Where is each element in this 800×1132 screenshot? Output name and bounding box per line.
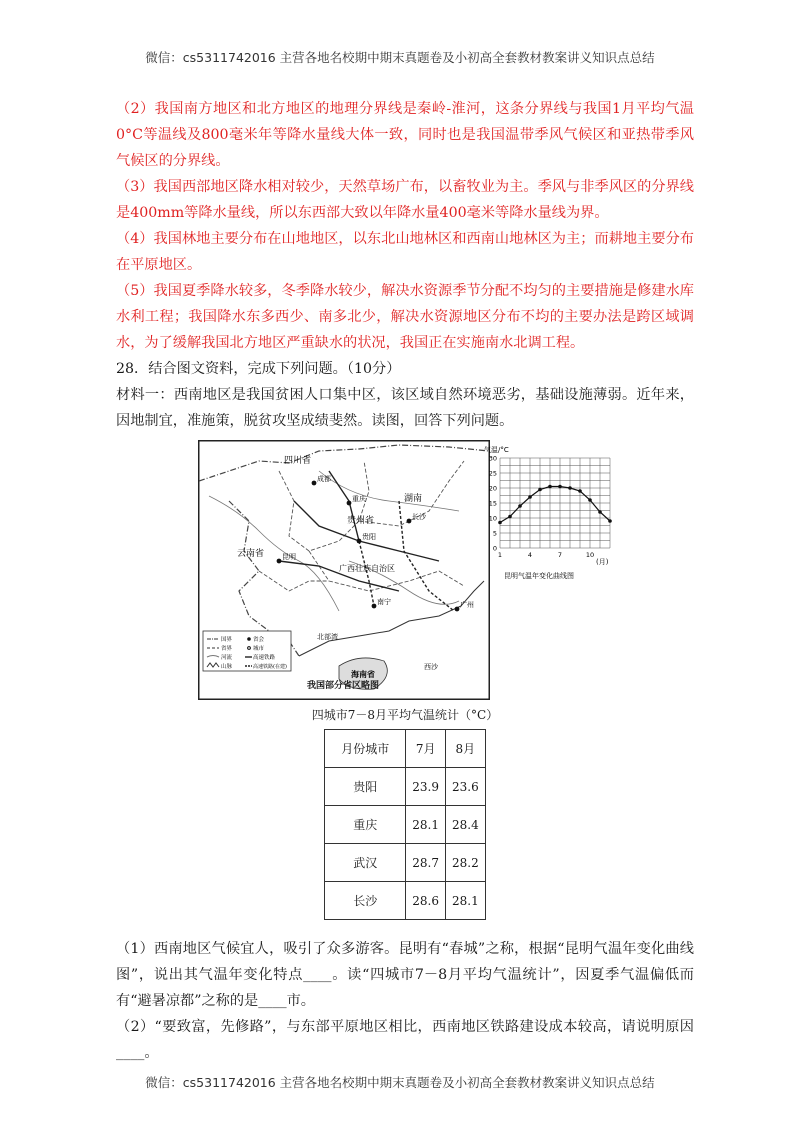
- legend-mountain: 山脉: [221, 664, 233, 670]
- data-point: [588, 498, 592, 502]
- map-label-sichuan: 四川省: [284, 456, 312, 466]
- table-cell: 23.6: [446, 768, 486, 806]
- answer-5: （5）我国夏季降水较多，冬季降水较少，解决水资源季节分配不均匀的主要措施是修建水库水利工程；我国降水东多西少、南多北少，解决水资源地区分布不均的主要办法是跨区域调水，为了缓解我国北方地区严重缺水的状况，我国正在实施南水北调工程。: [116, 283, 694, 351]
- question-title: 28．结合图文资料，完成下列问题。（10分）: [116, 361, 401, 377]
- question-material: 材料一：西南地区是我国贫困人口集中区，该区域自然环境恶劣，基础设施薄弱。近年来，因地制宜，准施策，脱贫攻坚成绩斐然。读图，回答下列问题。: [116, 387, 694, 429]
- data-point: [548, 485, 552, 489]
- data-point: [558, 485, 562, 489]
- table-cell: 28.1: [406, 806, 446, 844]
- y-tick-label: 5: [492, 529, 497, 538]
- table-row: [325, 844, 485, 882]
- map-legend: [203, 631, 291, 671]
- legend-hsr-building: 高速铁路(在建): [253, 664, 287, 670]
- map-label-guiyang: 贵阳: [362, 533, 376, 541]
- data-point: [508, 515, 512, 519]
- legend-province: 省界: [221, 646, 233, 652]
- answer-2: （2）我国南方地区和北方地区的地理分界线是秦岭-淮河，这条分界线与我国1月平均气温0°C等温线及800毫米年等降水量线大体一致，同时也是我国温带季风气候区和亚热带季风气候区的分界线。: [116, 101, 694, 169]
- legend-capital: 省会: [253, 637, 265, 643]
- figures: [116, 440, 694, 702]
- x-tick-label: 10: [585, 551, 595, 559]
- y-tick-label: 0: [492, 544, 497, 553]
- y-tick-label: 15: [488, 499, 497, 508]
- y-tick-label: 10: [488, 514, 497, 523]
- subquestion-1: （1）西南地区气候宜人，吸引了众多游客。昆明有“春城”之称，根据“昆明气温年变化曲线图”，说出其气温年变化特点____。读“四城市7－8月平均气温统计”，因夏季气温偏低而有“避暑凉都”之称的是____市。: [116, 941, 694, 1009]
- map-label-guizhou: 贵州省: [347, 516, 375, 526]
- page-header: 微信：cs5311742016 主营各地名校期中期末真题卷及小初高全套教材教案讲义知识点总结: [145, 50, 655, 65]
- map-label-changsha: 长沙: [412, 513, 426, 521]
- table-row: [325, 768, 485, 806]
- y-tick-label: 30: [488, 454, 497, 463]
- subquestion-2: （2）“要致富，先修路”，与东部平原地区相比，西南地区铁路建设成本较高，请说明原因____。: [116, 1019, 694, 1061]
- table-title: 四城市7－8月平均气温统计（°C）: [311, 708, 499, 722]
- series-line: [500, 487, 610, 523]
- map-label-chongqing: 重庆: [352, 495, 366, 503]
- table-header: 月份城市: [325, 730, 406, 768]
- map-label-nanning: 南宁: [377, 598, 391, 606]
- x-tick-label: 7: [557, 551, 563, 559]
- table-cell-city: 重庆: [325, 806, 406, 844]
- table-cell-city: 武汉: [325, 844, 406, 882]
- legend-river: 河流: [221, 655, 233, 661]
- data-point: [608, 519, 612, 523]
- map-label-xisha: 西沙: [424, 663, 438, 671]
- table-row: [325, 882, 485, 920]
- climo-title: 昆明气温年变化曲线图: [504, 572, 574, 580]
- table-cell: 28.2: [446, 844, 486, 882]
- province-map: [198, 440, 490, 700]
- page-footer: 微信：cs5311742016 主营各地名校期中期末真题卷及小初高全套教材教案讲义知识点总结: [145, 1075, 655, 1090]
- map-label-chengdu: 成都: [317, 475, 331, 483]
- climo-xunit: (月): [596, 558, 609, 566]
- data-point: [578, 489, 582, 493]
- y-tick-label: 20: [488, 484, 497, 493]
- climo-ylabel: 气温/°C: [484, 446, 509, 454]
- table-header: 8月: [446, 730, 486, 768]
- data-point: [568, 486, 572, 490]
- answer-3: （3）我国西部地区降水相对较少，天然草场广布，以畜牧业为主。季风与非季风区的分界线是400mm等降水量线，所以东西部大致以年降水量400毫米等降水量线为界。: [116, 179, 694, 221]
- map-label-kunming: 昆明: [282, 553, 296, 561]
- x-tick-label: 4: [527, 551, 533, 559]
- map-label-hunan: 湖南: [404, 494, 423, 504]
- table-cell: 23.9: [406, 768, 446, 806]
- map-title: 我国部分省区略图: [306, 681, 379, 691]
- table-cell: 28.6: [406, 882, 446, 920]
- data-point: [598, 510, 602, 514]
- legend-city: 城市: [253, 646, 265, 652]
- table-row: [325, 806, 485, 844]
- table-header: 7月: [406, 730, 446, 768]
- map-label-hainan: 海南省: [351, 670, 375, 679]
- map-label-guangxi: 广西壮族自治区: [339, 564, 395, 573]
- legend-border: 国界: [221, 637, 233, 643]
- map-label-beibuwan: 北部湾: [317, 633, 338, 641]
- temperature-table: [324, 729, 485, 920]
- data-point: [528, 495, 532, 499]
- page-content: [116, 96, 694, 1066]
- table-cell: 28.4: [446, 806, 486, 844]
- answer-4: （4）我国林地主要分布在山地地区，以东北山地林区和西南山地林区为主；而耕地主要分布在平原地区。: [116, 231, 694, 273]
- table-header-row: [325, 730, 485, 768]
- table-cell: 28.1: [446, 882, 486, 920]
- table-cell-city: 长沙: [325, 882, 406, 920]
- data-point: [518, 504, 522, 508]
- kunming-climograph: [476, 440, 626, 590]
- data-point: [538, 488, 542, 492]
- table-cell-city: 贵阳: [325, 768, 406, 806]
- table-cell: 28.7: [406, 844, 446, 882]
- map-label-guangzhou: 广州: [460, 601, 474, 609]
- map-label-yunnan: 云南省: [237, 549, 265, 559]
- x-tick-label: 1: [497, 551, 503, 559]
- subquestions: [116, 936, 694, 1066]
- y-tick-label: 25: [488, 469, 497, 478]
- legend-hsr: 高速铁路: [253, 655, 276, 661]
- data-point: [498, 521, 502, 525]
